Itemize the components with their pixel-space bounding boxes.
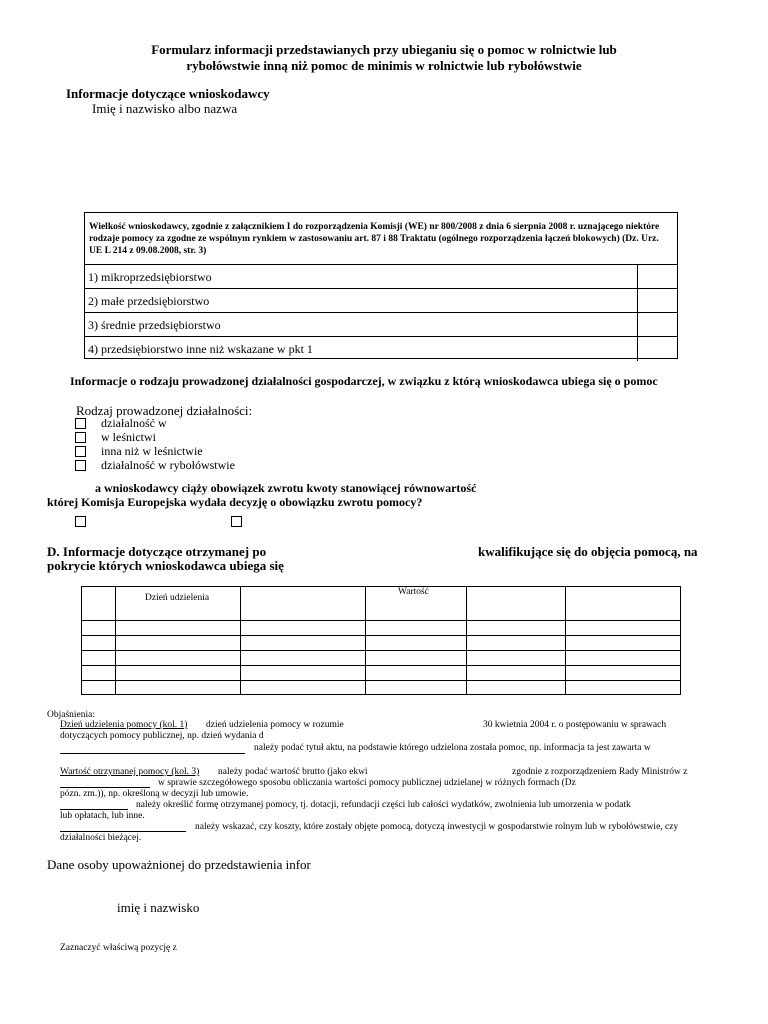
blank-underline (60, 831, 186, 832)
column-header-value: Wartość (398, 587, 429, 597)
recovery-question-line-2: której Komisja Europejska wydała decyzję o obowiązku zwrotu pomocy? (47, 495, 423, 509)
explanation-2-line-3: pózn. zm.)), np. określoną w decyzji lub umowie. (60, 789, 249, 799)
form-title-line-2: rybołówstwie inną niż pomoc de minimis w rolnictwie lub rybołówstwie (186, 58, 582, 73)
explanation-1-line-2: dotyczących pomocy publicznej, np. dzień wydania d (60, 731, 264, 741)
section-d-heading-right: kwalifikujące się do objęcia pomocą, na (478, 544, 698, 559)
table-column-divider (240, 587, 241, 694)
blank-underline (60, 809, 128, 810)
activity-checkbox[interactable] (75, 418, 86, 429)
size-row-mark-cell[interactable] (637, 337, 678, 361)
footnote: Zaznaczyć właściwą pozycję z (60, 943, 177, 953)
table-row-divider (82, 650, 680, 651)
recovery-yes-checkbox[interactable] (75, 516, 86, 527)
explanation-2-text: należy podać wartość brutto (jako ekwi (218, 767, 368, 777)
size-row-other (85, 336, 677, 361)
size-row-label: 4) przedsiębiorstwo inne niż wskazane w pkt 1 (88, 342, 313, 356)
explanation-4-line-2: działalności bieżącej. (60, 833, 142, 843)
activity-option-label: działalność w rybołówstwie (101, 458, 235, 472)
enterprise-size-header: Wielkość wnioskodawcy, zgodnie z załącznikiem I do rozporządzenia Komisji (WE) nr 800/2008 z dnia 6 sierpnia 2008 r. uznającego niektóre rodzaje pomocy za zgodne ze wspólnym rynkiem w zastosowaniu art. 87 i 88 Traktatu (ogólnego rozporządzenia łączeń blokowych) (Dz. Urz. UE L 214 z 09.08.2008, str. 3) (89, 222, 660, 256)
form-title-line-1: Formularz informacji przedstawianych przy ubieganiu się o pomoc w rolnictwie lub (151, 42, 617, 57)
activity-checkbox[interactable] (75, 446, 86, 457)
table-column-divider (466, 587, 467, 694)
table-row-divider (82, 665, 680, 666)
size-row-medium (85, 312, 677, 337)
activity-option-label: działalność w (101, 416, 167, 430)
size-row-mark-cell[interactable] (637, 313, 678, 337)
size-row-label: 3) średnie przedsiębiorstwo (88, 318, 221, 332)
explanation-2-label: Wartość otrzymanej pomocy (kol. 3) (60, 767, 200, 777)
column-header-grant-day: Dzień udzielenia (145, 593, 210, 603)
activity-type-label: Rodzaj prowadzonej działalności: (76, 403, 253, 418)
table-row-divider (82, 680, 680, 681)
applicant-name-label: Imię i nazwisko albo nazwa (92, 101, 238, 116)
blank-underline (60, 787, 150, 788)
size-row-label: 1) mikroprzedsiębiorstwo (88, 270, 212, 284)
activity-checkbox[interactable] (75, 460, 86, 471)
table-row-divider (82, 635, 680, 636)
explanation-3-line-2: lub opłatach, lub inne. (60, 811, 145, 821)
section-d-heading-left: D. Informacje dotyczące otrzymanej po (47, 544, 267, 559)
size-row-mark-cell[interactable] (637, 289, 678, 313)
explanation-1-text-right: 30 kwietnia 2004 r. o postępowaniu w sprawach (483, 720, 667, 730)
table-column-divider (365, 587, 366, 694)
activity-option-label: w leśnictwi (101, 430, 156, 444)
explanation-1-line-3: należy podać tytuł aktu, na podstawie którego udzielona została pomoc, np. informacja ta jest zawarta w (254, 743, 651, 753)
size-row-small (85, 288, 677, 313)
size-row-label: 2) małe przedsiębiorstwo (88, 294, 210, 308)
explanation-2-text-right: zgodnie z rozporządzeniem Rady Ministrów z (512, 767, 688, 777)
recovery-question-line-1: a wnioskodawcy ciąży obowiązek zwrotu kwoty stanowiącej równowartość (95, 481, 477, 495)
activity-checkbox[interactable] (75, 432, 86, 443)
applicant-heading: Informacje dotyczące wnioskodawcy (66, 86, 270, 101)
authorized-person-heading: Dane osoby upoważnionej do przedstawienia infor (47, 857, 311, 872)
section-d-heading-line-2: pokrycie których wnioskodawca ubiega się (47, 558, 284, 573)
activity-heading: Informacje o rodzaju prowadzonej działalności gospodarczej, w związku z którą wnioskodawca ubiega się o pomoc (70, 374, 658, 388)
explanation-4-text: należy wskazać, czy koszty, które zostały objęte pomocą, dotyczą inwestycji w gospodarstwie rolnym lub w rybołówstwie, czy (195, 822, 679, 832)
blank-underline (60, 753, 245, 754)
explanation-2-line-2: w sprawie szczegółowego sposobu obliczania wartości pomocy publicznej udzielanej w różnych formach (Dz (158, 778, 576, 788)
size-row-micro (85, 264, 677, 289)
enterprise-size-table (84, 212, 678, 359)
authorized-name-label: imię i nazwisko (117, 900, 200, 915)
recovery-no-checkbox[interactable] (231, 516, 242, 527)
explanations-heading: Objaśnienia: (47, 710, 96, 720)
table-column-divider (115, 587, 116, 694)
explanation-1-text: dzień udzielenia pomocy w rozumie (206, 720, 344, 730)
received-aid-table (81, 586, 681, 695)
explanation-3-text: należy określić formę otrzymanej pomocy, tj. dotacji, refundacji części lub całości wydatków, zwolnienia lub umorzenia w podatk (136, 800, 631, 810)
size-row-mark-cell[interactable] (637, 265, 678, 289)
explanation-1-label: Dzień udzielenia pomocy (kol. 1) (60, 720, 188, 730)
activity-option-label: inna niż w leśnictwie (101, 444, 203, 458)
table-row-divider (82, 620, 680, 621)
table-column-divider (565, 587, 566, 694)
